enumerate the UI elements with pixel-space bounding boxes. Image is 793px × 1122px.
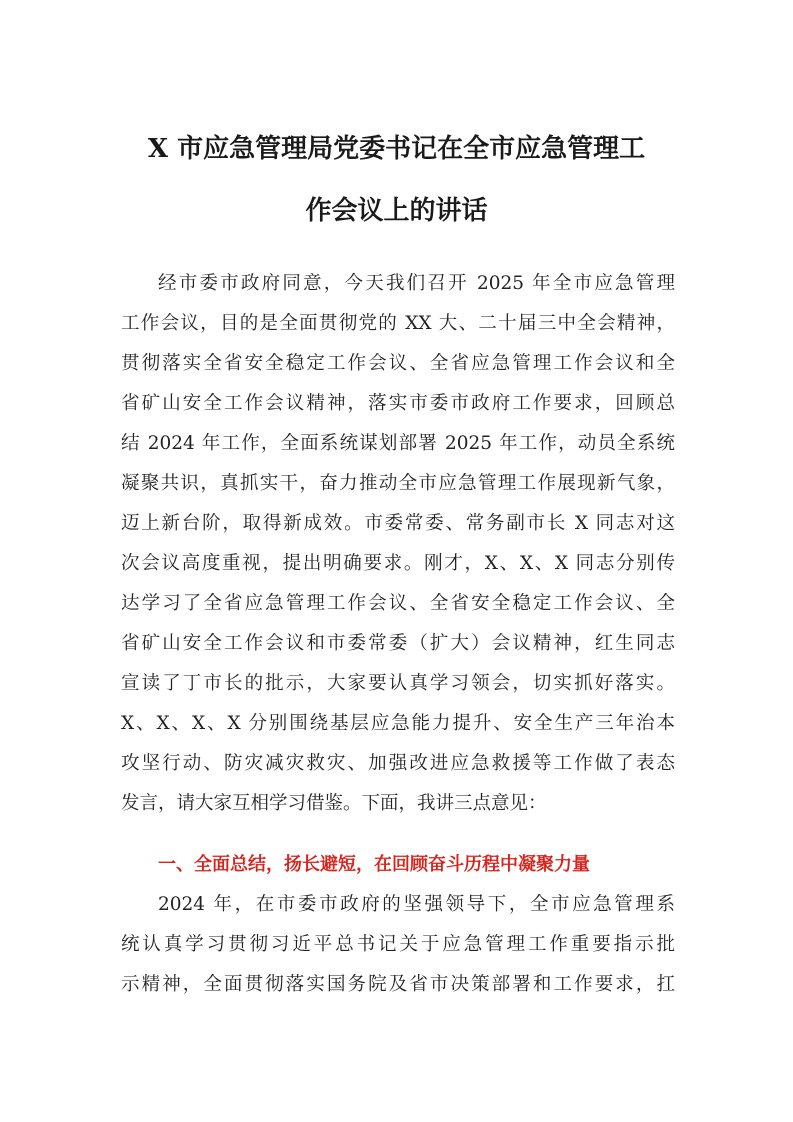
paragraph-line: 2024 年，在市委市政府的坚强领导下，全市应急管理系 bbox=[158, 894, 675, 915]
document-title-line-2: 作会议上的讲话 bbox=[305, 196, 488, 226]
paragraph-line: 工作会议，目的是全面贯彻党的 XX 大、二十届三中全会精神， bbox=[121, 313, 675, 334]
document-title-line-1: X 市应急管理局党委书记在全市应急管理工 bbox=[147, 134, 646, 164]
paragraph-line: 宣读了丁市长的批示，大家要认真学习领会，切实抓好落实。 bbox=[121, 673, 675, 694]
paragraph-line: 省矿山安全工作会议和市委常委（扩大）会议精神，红生同志 bbox=[121, 633, 675, 654]
paragraph-line: 结 2024 年工作，全面系统谋划部署 2025 年工作，动员全系统 bbox=[121, 433, 675, 454]
paragraph-line: 发言，请大家互相学习借鉴。下面，我讲三点意见： bbox=[121, 793, 547, 814]
paragraph-line: X、X、X、X 分别围绕基层应急能力提升、安全生产三年治本 bbox=[121, 713, 675, 734]
section-heading: 一、全面总结，扬长避短，在回顾奋斗历程中凝聚力量 bbox=[158, 854, 590, 875]
paragraph-line: 省矿山安全工作会议精神，落实市委市政府工作要求，回顾总 bbox=[121, 393, 675, 414]
paragraph-line: 经市委市政府同意，今天我们召开 2025 年全市应急管理 bbox=[158, 273, 675, 294]
paragraph-line: 统认真学习贯彻习近平总书记关于应急管理工作重要指示批 bbox=[121, 934, 675, 955]
paragraph-line: 凝聚共识，真抓实干，奋力推动全市应急管理工作展现新气象， bbox=[121, 473, 675, 494]
paragraph-line: 达学习了全省应急管理工作会议、全省安全稳定工作会议、全 bbox=[121, 593, 675, 614]
paragraph-line: 迈上新台阶，取得新成效。市委常委、常务副市长 X 同志对这 bbox=[121, 513, 675, 534]
paragraph-line: 攻坚行动、防灾减灾救灾、加强改进应急救援等工作做了表态 bbox=[121, 753, 675, 774]
paragraph-line: 次会议高度重视，提出明确要求。刚才，X、X、X 同志分别传 bbox=[121, 553, 675, 574]
paragraph-line: 贯彻落实全省安全稳定工作会议、全省应急管理工作会议和全 bbox=[121, 353, 675, 374]
paragraph-line: 示精神，全面贯彻落实国务院及省市决策部署和工作要求，扛 bbox=[121, 974, 675, 995]
